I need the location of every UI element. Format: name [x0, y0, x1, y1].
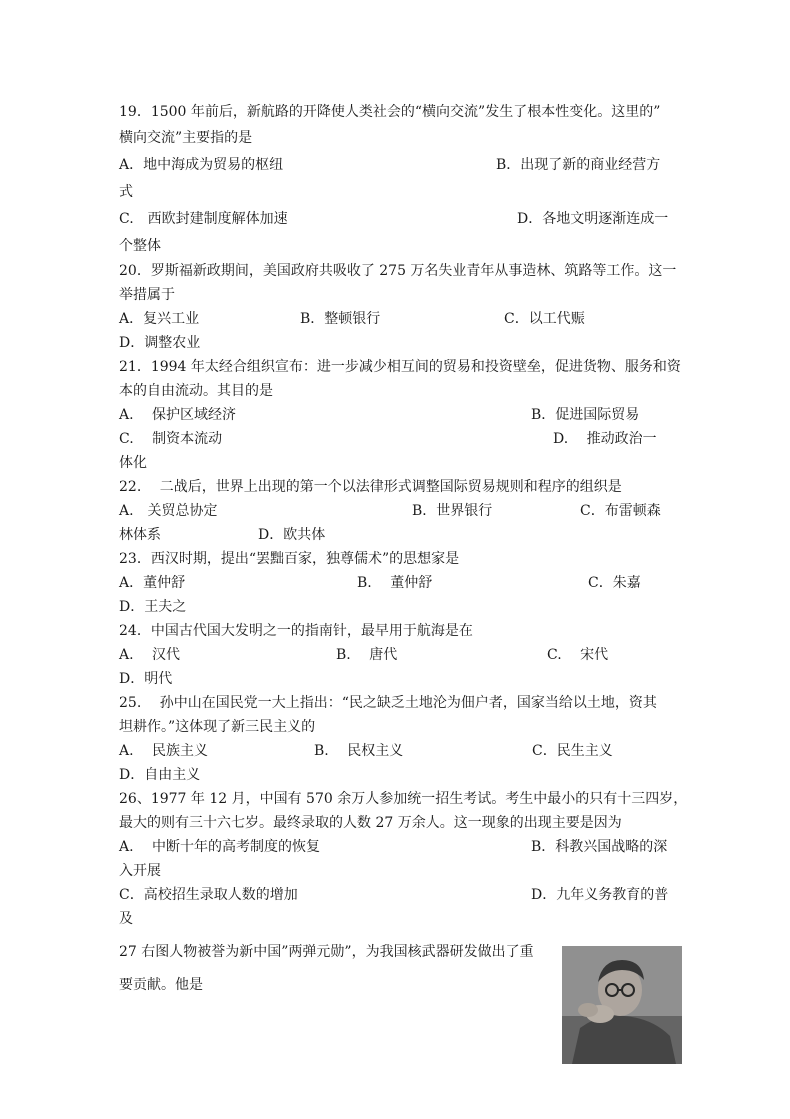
q25-option-d: D．自由主义: [119, 767, 201, 783]
q23-stem-line1: 23．西汉时期，提出“罢黜百家，独尊儒术”的思想家是: [119, 551, 460, 567]
portrait-image: [562, 946, 682, 1064]
q26-option-d-wrap: 及: [119, 911, 133, 927]
q20-stem-line1: 20．罗斯福新政期间，美国政府共吸收了 275 万名失业青年从事造林、筑路等工作。这一: [119, 263, 677, 279]
q22-option-c-wrap: 林体系: [119, 527, 161, 543]
q26-stem-line2: 最大的则有三十六七岁。最终录取的人数 27 万余人。这一现象的出现主要是因为: [119, 815, 622, 831]
q21-option-c: C. 制资本流动: [119, 431, 223, 447]
q19-option-c: C. 西欧封建制度解体加速: [119, 211, 288, 227]
q21-option-b: B．促进国际贸易: [531, 407, 640, 423]
q20-option-c: C．以工代赈: [504, 311, 585, 327]
q22-option-d: D．欧共体: [258, 527, 326, 543]
q26-option-b: B．科教兴国战略的深: [531, 839, 668, 855]
q21-option-d: D. 推动政治一: [553, 431, 657, 447]
q24-option-d: D．明代: [119, 671, 173, 687]
q25-option-b: B. 民权主义: [314, 743, 404, 759]
q19-option-b: B．出现了新的商业经营方: [496, 157, 661, 173]
q19-option-b-wrap: 式: [119, 184, 133, 200]
q21-option-a: A. 保护区域经济: [119, 407, 237, 423]
q24-option-a: A. 汉代: [119, 647, 181, 663]
q25-stem-line1: 25. 孙中山在国民党一大上指出：“民之缺乏土地沦为佃户者，国家当给以土地，资其: [119, 695, 657, 711]
q25-stem-line2: 坦耕作。”这体现了新三民主义的: [119, 719, 316, 735]
q24-stem-line1: 24．中国古代国大发明之一的指南针，最早用于航海是在: [119, 623, 473, 639]
q22-stem-line1: 22. 二战后，世界上出现的第一个以法律形式调整国际贸易规则和程序的组织是: [119, 479, 622, 495]
q26-option-d: D．九年义务教育的普: [531, 887, 669, 903]
q21-option-d-wrap: 体化: [119, 455, 147, 471]
q20-option-b: B．整顿银行: [300, 311, 381, 327]
q22-option-c: C．布雷顿森: [580, 503, 661, 519]
q26-option-b-wrap: 入开展: [119, 863, 161, 879]
q21-stem-line1: 21．1994 年太经合组织宣布：进一步减少相互间的贸易和投资壁垒，促进货物、服务和资: [119, 359, 681, 375]
q23-option-d: D．王夫之: [119, 599, 187, 615]
q22-option-b: B．世界银行: [412, 503, 493, 519]
q20-option-a: A．复兴工业: [119, 311, 200, 327]
q24-option-b: B. 唐代: [336, 647, 398, 663]
q23-option-c: C．朱嘉: [588, 575, 641, 591]
q23-option-a: A．董仲舒: [119, 575, 186, 591]
q19-option-d-wrap: 个整体: [119, 238, 161, 254]
q21-stem-line2: 本的自由流动。其目的是: [119, 383, 273, 399]
q20-option-d: D．调整农业: [119, 335, 201, 351]
q27-stem-line2: 要贡献。他是: [119, 977, 203, 993]
q19-option-d: D．各地文明逐渐连成一: [517, 211, 669, 227]
portrait-photo: [562, 946, 682, 1064]
q19-stem-line1: 19．1500 年前后，新航路的开降使人类社会的“横向交流”发生了根本性变化。这里的”: [119, 104, 661, 120]
q20-stem-line2: 举措属于: [119, 287, 175, 303]
q24-option-c: C. 宋代: [547, 647, 609, 663]
q23-option-b: B. 董仲舒: [357, 575, 433, 591]
q26-option-a: A. 中断十年的高考制度的恢复: [119, 839, 321, 855]
q25-option-a: A. 民族主义: [119, 743, 209, 759]
q19-stem-line2: 横向交流”主要指的是: [119, 130, 253, 146]
q25-option-c: C．民生主义: [532, 743, 613, 759]
q26-stem-line1: 26、1977 年 12 月，中国有 570 余万人参加统一招生考试。考生中最小的只有十三四岁，: [119, 791, 688, 807]
q22-option-a: A. 关贸总协定: [119, 503, 218, 519]
q26-option-c: C．高校招生录取人数的增加: [119, 887, 298, 903]
q19-option-a: A．地中海成为贸易的枢纽: [119, 157, 284, 173]
q27-stem-line1: 27 右图人物被誉为新中国”两弹元勋”，为我国核武器研发做出了重: [119, 944, 534, 960]
